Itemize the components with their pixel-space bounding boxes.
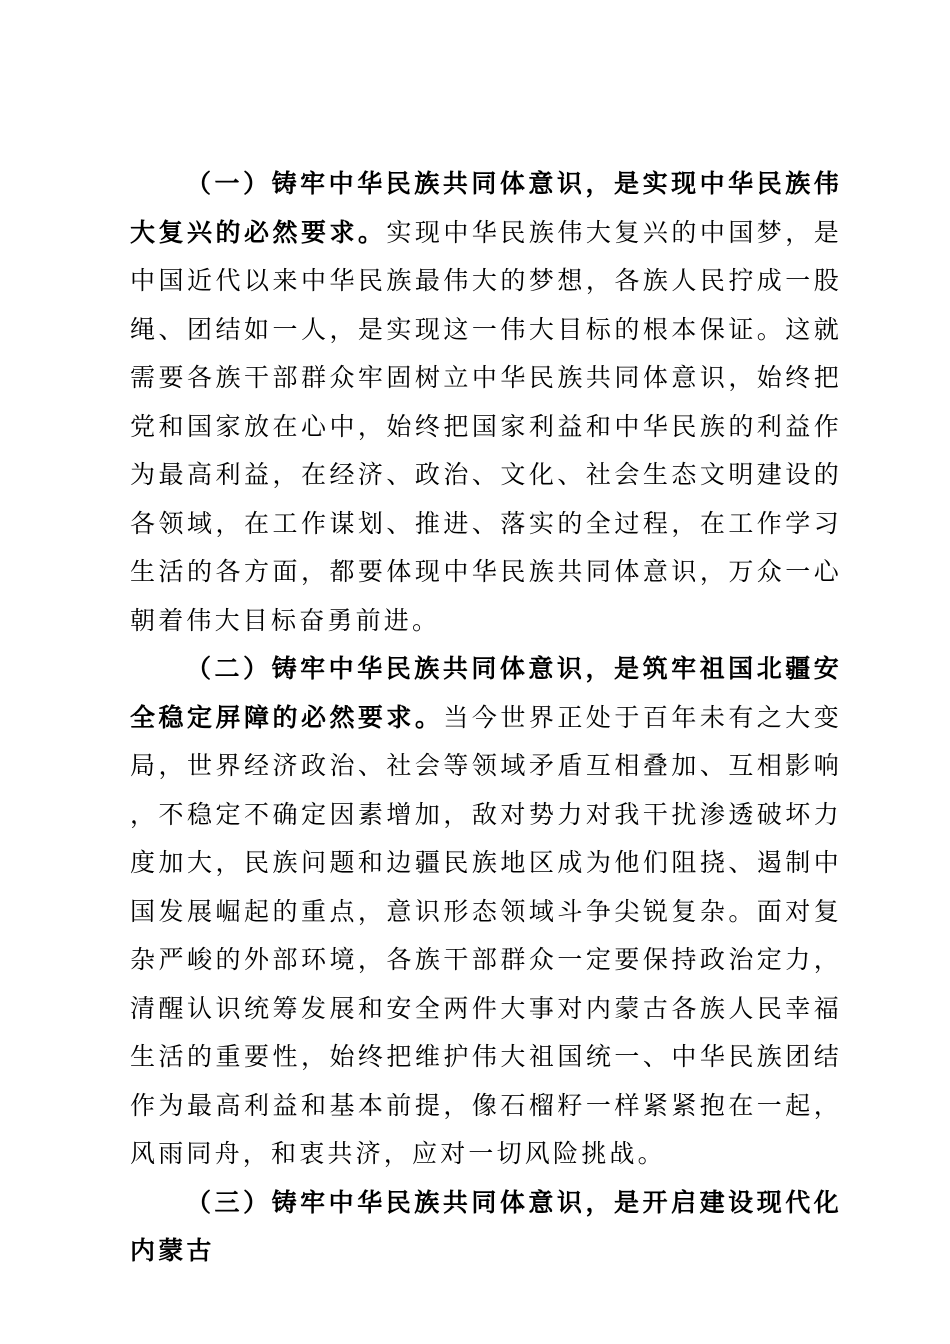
paragraph-3-heading: （三）铸牢中华民族共同体意识，是开启建设现代化内蒙古 — [130, 1187, 842, 1265]
paragraph-1-heading: （一）铸牢中华民族共同体意识，是实现中华民族伟大复兴的必然要求。 — [130, 169, 842, 247]
paragraph-2-heading: （二）铸牢中华民族共同体意识，是筑牢祖国北疆安全稳定屏障的必然要求。 — [130, 654, 842, 732]
paragraph-1 — [130, 160, 842, 645]
document-body — [130, 160, 842, 1276]
paragraph-2-text: 当今世界正处于百年未有之大变局，世界经济政治、社会等领域矛盾互相叠加、互相影响，不稳定不确定因素增加，敌对势力对我干扰渗透破坏力度加大，民族问题和边疆民族地区成为他们阻挠、遏制中国发展崛起的重点，意识形态领域斗争尖锐复杂。面对复杂严峻的外部环境，各族干部群众一定要保持政治定力，清醒认识统筹发展和安全两件大事对内蒙古各族人民幸福生活的重要性，始终把维护伟大祖国统一、中华民族团结作为最高利益和基本前提，像石榴籽一样紧紧抱在一起，风雨同舟，和衷共济，应对一切风险挑战。 — [130, 702, 842, 1168]
paragraph-3 — [130, 1179, 842, 1276]
paragraph-2 — [130, 645, 842, 1179]
paragraph-1-text: 实现中华民族伟大复兴的中国梦，是中国近代以来中华民族最伟大的梦想，各族人民拧成一股绳、团结如一人，是实现这一伟大目标的根本保证。这就需要各族干部群众牢固树立中华民族共同体意识，始终把党和国家放在心中，始终把国家利益和中华民族的利益作为最高利益，在经济、政治、文化、社会生态文明建设的各领域，在工作谋划、推进、落实的全过程，在工作学习生活的各方面，都要体现中华民族共同体意识，万众一心朝着伟大目标奋勇前进。 — [130, 217, 842, 635]
